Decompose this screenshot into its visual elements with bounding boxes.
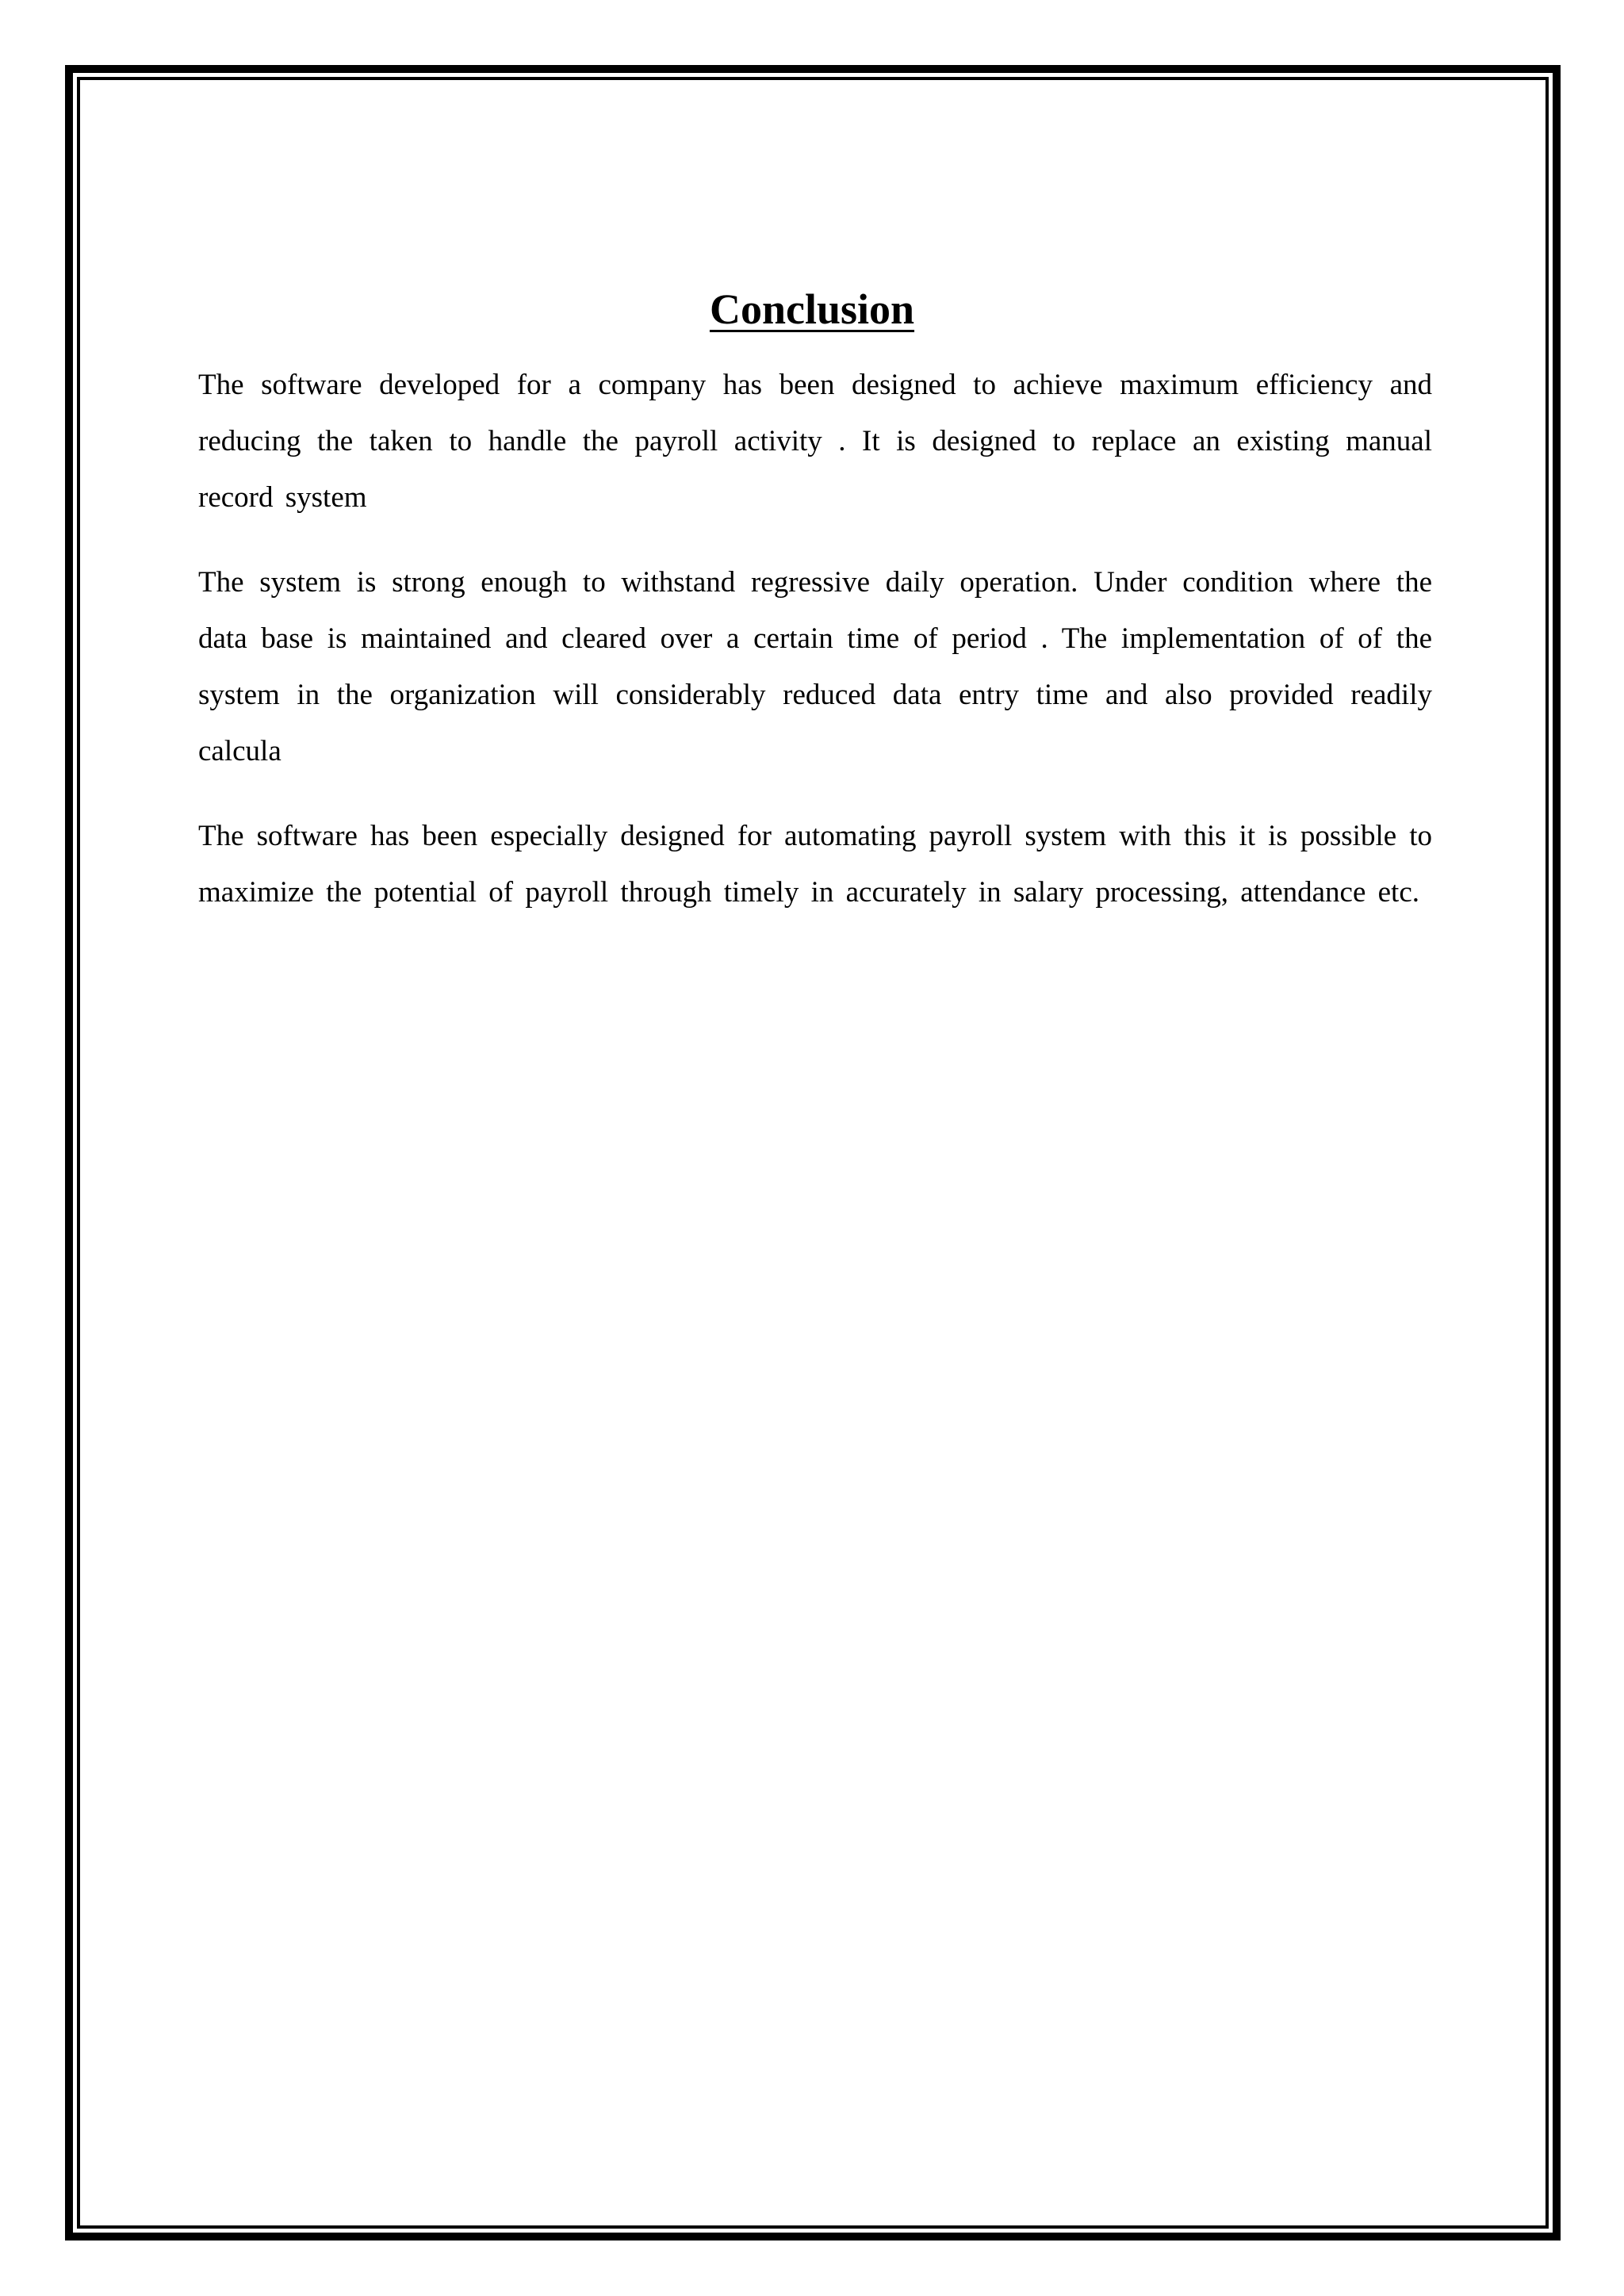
paragraph-2: The system is strong enough to withstand regressive daily operation. Under condition where the data base is maintained and cleared over a certain time of period . The implementation of of the system in the organization will considerably reduced data entry time and also provided readily calcula <box>198 566 1432 767</box>
paragraph-1: The software developed for a company has been designed to achieve maximum efficiency and reducing the taken to handle the payroll activity . It is designed to replace an existing manual record system <box>198 369 1432 514</box>
page-title: Conclusion <box>709 285 915 333</box>
paragraph-3: The software has been especially designed for automating payroll system with this it is possible to maximize the potential of payroll through timely in accurately in salary processing, attendance etc. <box>198 820 1432 909</box>
document-body <box>198 357 1432 949</box>
